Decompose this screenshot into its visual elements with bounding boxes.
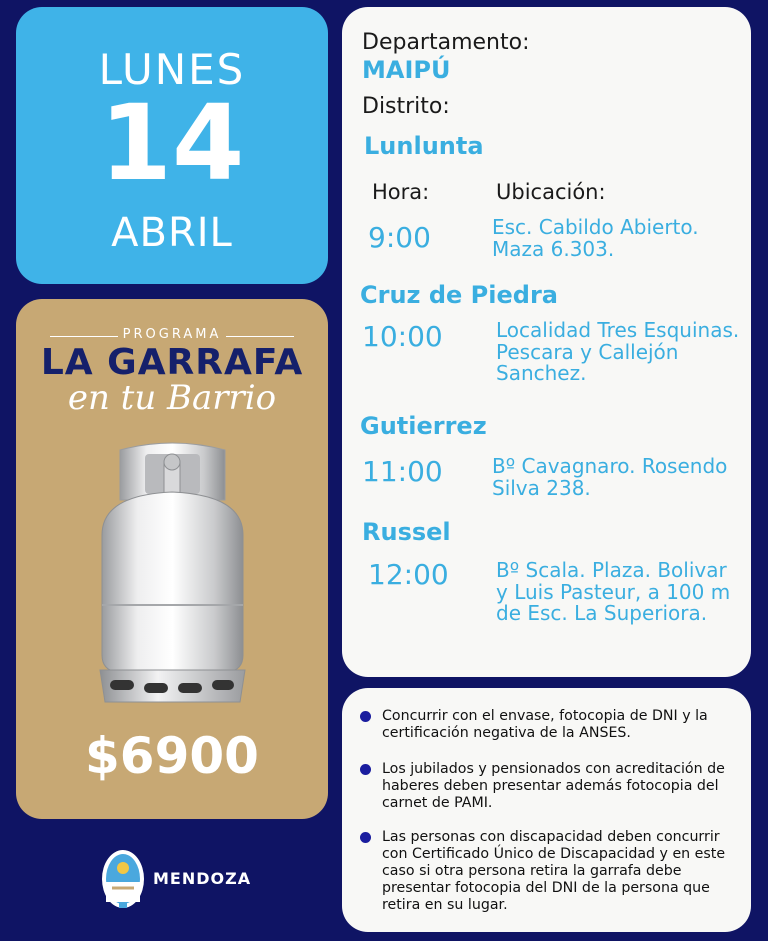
district-name: Lunlunta — [364, 132, 484, 160]
district-location: Bº Scala. Plaza. Bolivar y Luis Pasteur, a 100 m de Esc. La Superiora. — [496, 558, 731, 625]
department-label: Departamento: — [362, 30, 530, 55]
mendoza-brand: MENDOZA — [153, 869, 252, 888]
mendoza-seal-icon — [100, 848, 146, 910]
month: ABRIL — [111, 210, 233, 256]
program-label: PROGRAMA — [122, 327, 222, 342]
list-item — [360, 708, 740, 742]
bullet-icon — [360, 764, 371, 775]
district-name: Cruz de Piedra — [360, 281, 558, 309]
gas-cylinder-icon — [90, 440, 255, 710]
requirement-text: Los jubilados y pensionados con acreditación de haberes deben presentar además fotocopia del carnet de PAMI. — [382, 761, 725, 811]
bullet-icon — [360, 832, 371, 843]
hour-label: Hora: — [372, 180, 430, 204]
price: $6900 — [85, 727, 259, 785]
day-number: 14 — [99, 82, 245, 204]
list-item — [360, 829, 740, 914]
district-label: Distrito: — [362, 94, 450, 119]
district-location: Esc. Cabildo Abierto. Maza 6.303. — [492, 215, 699, 261]
bullet-icon — [360, 711, 371, 722]
district-time: 12:00 — [368, 558, 449, 591]
program-title: LA GARRAFA — [40, 342, 304, 383]
district-time: 10:00 — [362, 320, 443, 353]
district-name: Gutierrez — [360, 412, 487, 440]
requirement-text: Concurrir con el envase, fotocopia de DNI y la certificación negativa de la ANSES. — [382, 708, 708, 741]
date-card — [16, 7, 328, 284]
district-location: Localidad Tres Esquinas. Pescara y Callejón Sanchez. — [496, 318, 740, 385]
list-item — [360, 761, 740, 812]
district-location: Bº Cavagnaro. Rosendo Silva 238. — [492, 454, 728, 500]
program-subtitle: en tu Barrio — [67, 378, 277, 418]
requirement-text: Las personas con discapacidad deben concurrir con Certificado Único de Discapacidad y en este caso si otra persona retira la garrafa debe presentar fotocopia del DNI de la persona que retira en su lugar. — [382, 829, 726, 913]
weekday: LUNES — [98, 45, 246, 94]
district-time: 9:00 — [368, 221, 431, 254]
department-name: MAIPÚ — [362, 56, 451, 84]
district-time: 11:00 — [362, 455, 443, 488]
district-name: Russel — [362, 518, 451, 546]
location-label: Ubicación: — [496, 180, 606, 204]
